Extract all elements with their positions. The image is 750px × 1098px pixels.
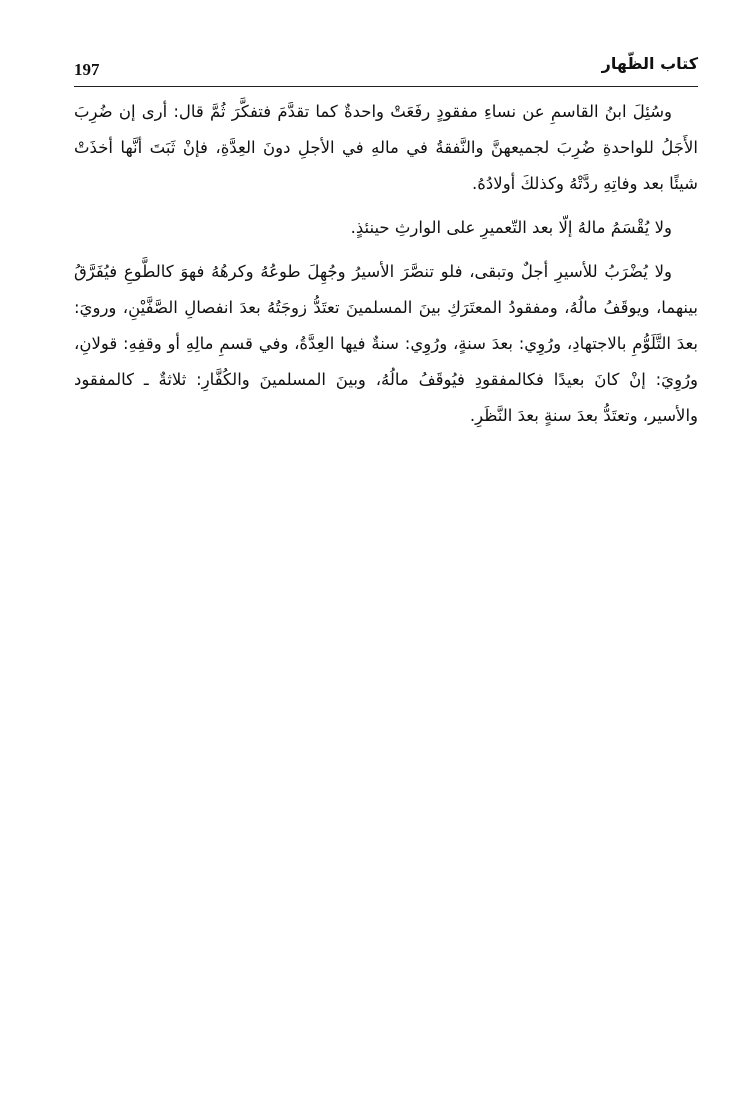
body-text: [74, 94, 698, 434]
page-header: [74, 52, 698, 84]
paragraph-1: وسُئِلَ ابنُ القاسمِ عن نساءِ مفقودٍ رفَعَتْ واحدةٌ كما تقدَّمَ فتفكَّرَ ثُمَّ قال: أرى إن ضُرِبَ الأَجَلُ للواحدةِ ضُرِبَ لجميعهنَّ والنَّفقةُ في مالهِ في الأجلِ دونَ العِدَّةِ، فإنْ ثَبَتَ أنَّها أخذَتْ شيئًا بعد وفاتِهِ ردَّتْهُ وكذلكَ أولادُهُ.: [74, 102, 698, 193]
page-number: 197: [74, 60, 100, 79]
paragraph-2: ولا يُقْسَمُ مالهُ إلّا بعد التّعميرِ على الوارثِ حينئذٍ.: [350, 218, 672, 237]
paragraph-3: ولا يُضْرَبُ للأسيرِ أجلٌ وتبقى، فلو تنصَّرَ الأسيرُ وجُهِلَ طوعُهُ وكرهُهُ فهوَ كالطَّوعِ فيُفَرَّقُ بينهما، ويوقَفُ مالُهُ، ومفقودُ المعتَرَكِ بينَ المسلمينَ تعتَدُّ زوجَتُهُ بعدَ انفصالِ الصَّفَّيْنِ، ورويَ: بعدَ التَّلَوُّمِ بالاجتهادِ، ورُوِي: بعدَ سنةٍ، ورُوِي: سنةٌ فيها العِدَّةُ، وفي قسمِ مالِهِ أو وقفِهِ: قولانِ، ورُوِيَ: إنْ كانَ بعيدًا فكالمفقودِ فيُوقَفُ مالُهُ، وبينَ المسلمينَ والكُفَّارِ: ثلاثةٌ ـ كالمفقود والأسير، وتعتَدُّ بعدَ سنةٍ بعدَ النَّظَرِ.: [74, 262, 698, 425]
header-rule: [74, 86, 698, 87]
running-title: كتاب الظّهار: [601, 54, 698, 73]
